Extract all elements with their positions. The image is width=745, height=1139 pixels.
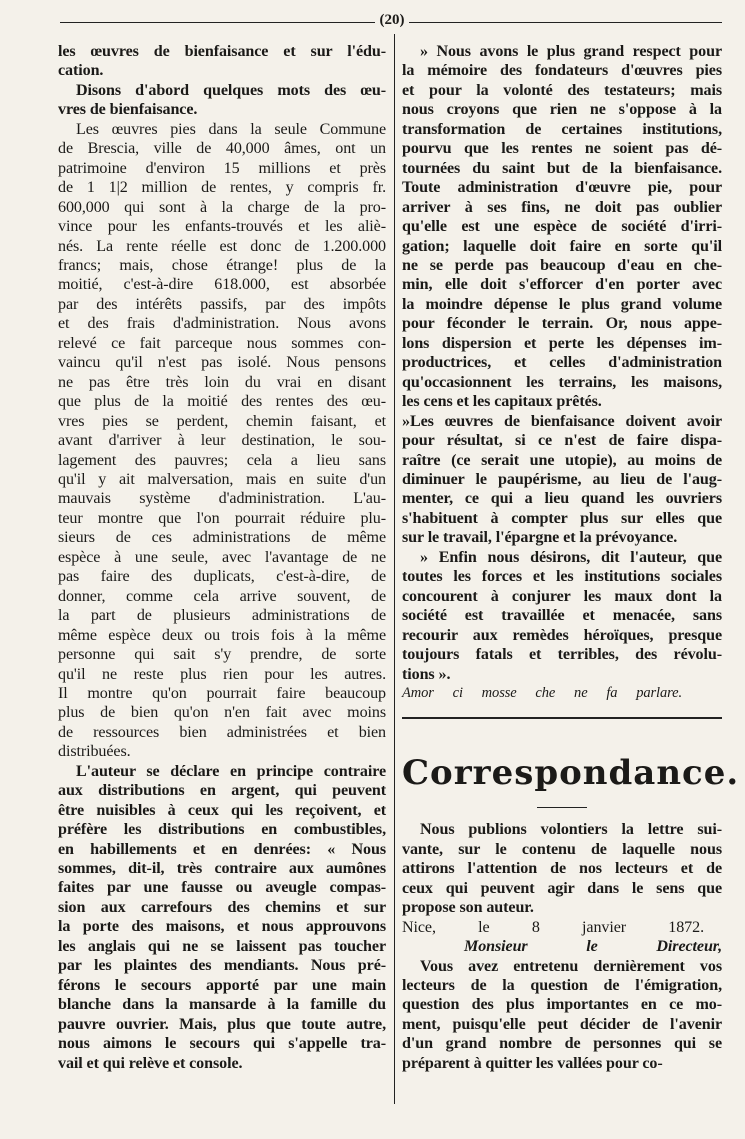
paragraph-letter-body	[402, 957, 722, 1074]
quote-signature: Amor ci mosse che ne fa parlare.	[402, 684, 682, 701]
text-line: et pour la volonté des testateurs; mais	[402, 81, 722, 99]
text-line: concourent à conjurer les maux dont la	[402, 587, 722, 605]
text-line: les œuvres de bienfaisance et sur l'édu-	[58, 43, 386, 60]
text-line: » Nous avons le plus grand respect pour	[420, 43, 722, 60]
text-line: nés. La rente réelle est donc de 1.200.000	[58, 237, 386, 255]
text-line: attirons l'attention de nos lecteurs et de	[402, 860, 722, 878]
text-line: donner, comme cela arrive souvent, de	[58, 587, 386, 605]
text-line: »Les œuvres de bienfaisance doivent avoir	[402, 412, 722, 430]
text-line: pauvre ouvrier. Mais, plus que toute autre,	[58, 1015, 386, 1033]
header-rule-left	[60, 22, 375, 23]
text-line: sommes, dit-il, très contraire aux aumônes	[58, 860, 386, 878]
text-line: en habillements et en denrées: « Nous	[58, 840, 386, 858]
text-line: de 1 1|2 million de rentes, y compris fr.	[58, 179, 386, 197]
paragraph-editor-intro	[402, 820, 722, 917]
page-number: (20)	[379, 12, 405, 28]
text-line: sieurs de ces administrations de même	[58, 529, 386, 547]
text-line: même espèce deux ou trois fois à la même	[58, 626, 386, 644]
text-line: Toute administration d'œuvre pie, pour	[402, 179, 722, 197]
text-line: sur le travail, l'épargne et la prévoyance.	[402, 529, 678, 547]
text-line: vail et qui relève et console.	[58, 1054, 243, 1072]
text-line: par les plaintes des mendiants. Nous pré-	[58, 957, 386, 975]
text-line: société est travaillée et menacée, sans	[402, 607, 722, 625]
letter-dateline: Nice, le 8 janvier 1872.	[402, 918, 704, 936]
text-line: relevé ce fait parceque nous sommes con-	[58, 334, 386, 352]
text-line: toujours fatals et terribles, des révolu-	[402, 646, 722, 664]
text-line: recourir aux remèdes héroïques, presque	[402, 626, 722, 644]
text-line: par des intérêts passifs, par des impôts	[58, 295, 386, 313]
text-line: personne qui sait s'y prendre, de sorte	[58, 646, 386, 664]
paragraph-bienfaisance-heading	[58, 81, 386, 120]
title-underline	[537, 807, 587, 808]
text-line: teur montre que l'on pourrait réduire plu-	[58, 509, 386, 527]
text-line: qu'occasionnent les terrains, les maisons,	[402, 373, 722, 391]
text-line: les cens et les capitaux prêtés.	[402, 393, 602, 411]
page-header	[60, 12, 722, 32]
text-line: Nous publions volontiers la lettre sui-	[420, 821, 722, 839]
text-line: raître (ce serait une utopie), au moins de	[402, 451, 722, 469]
text-line: nous croyons que rien ne s'oppose à la	[402, 101, 722, 119]
text-line: être nuisibles à ceux qui les reçoivent, et	[58, 801, 386, 819]
text-line: ment, puisqu'elle peut décider de l'avenir	[402, 1015, 722, 1033]
paragraph-intro-end	[58, 42, 386, 81]
text-line: question des plus importantes en ce mo-	[402, 996, 722, 1014]
text-line: avant d'arriver à leur destination, le sou-	[58, 432, 386, 450]
text-line: Les œuvres pies dans la seule Commune	[76, 120, 386, 138]
text-line: menter, ce qui a lieu quand les ouvriers	[402, 490, 722, 508]
text-line: de ressources bien administrées et bien	[58, 723, 386, 741]
text-line: vres de bienfaisance.	[58, 101, 198, 119]
text-line: pourvu que les rentes ne soient pas dé-	[402, 140, 722, 158]
text-line: diminuer le paupérisme, au lieu de l'aug-	[402, 470, 722, 488]
text-line: Vous avez entretenu dernièrement vos	[420, 957, 722, 975]
text-line: espèce à une seule, avec l'avantage de ne	[58, 548, 386, 566]
text-line: propose son auteur.	[402, 899, 534, 917]
text-line: » Enfin nous désirons, dit l'auteur, que	[420, 548, 722, 566]
text-line: lagement des pauvres; cela a lieu sans	[58, 451, 386, 469]
left-column	[58, 42, 386, 1073]
text-line: qu'elle est une espèce de société d'irri-	[402, 218, 722, 236]
text-line: nous aimons le secours qui s'appelle tra-	[58, 1035, 386, 1053]
text-line: qu'il ne reste plus rien pour les autres.	[58, 665, 386, 683]
text-line: Disons d'abord quelques mots des œu-	[76, 81, 386, 99]
text-line: distribuées.	[58, 743, 131, 761]
text-line: francs; mais, chose étrange! plus de la	[58, 256, 386, 274]
text-line: que plus de la moitié des rentes des œu-	[58, 393, 386, 411]
text-line: toutes les forces et les institutions sociales	[402, 568, 722, 586]
paragraph-distributions	[58, 762, 386, 1073]
text-line: de Brescia, ville de 40,000 âmes, ont un	[58, 140, 386, 158]
quote-oeuvres	[402, 412, 722, 548]
text-line: pas faire des duplicats, c'est-à-dire, de	[58, 568, 386, 586]
text-line: cation.	[58, 62, 104, 80]
text-line: préfère les distributions en combustibles,	[58, 821, 386, 839]
text-line: plus de bien qu'on n'en fait avec moins	[58, 704, 386, 722]
text-line: d'un grand nombre de personnes qui se	[402, 1035, 722, 1053]
text-line: pour féconder le terrain. Or, nous appe-	[402, 315, 722, 333]
text-line: Il montre qu'on pourrait faire beaucoup	[58, 684, 386, 702]
letter-salutation: Monsieur le Directeur,	[464, 938, 722, 956]
text-line: préparent à quitter les vallées pour co-	[402, 1054, 663, 1072]
quote-enfin	[402, 548, 722, 684]
column-divider	[394, 34, 395, 1104]
text-line: min, elle doit s'efforcer d'en porter avec	[402, 276, 722, 294]
header-rule-right	[409, 22, 722, 23]
text-line: ne se perde pas beaucoup d'eau en che-	[402, 256, 722, 274]
quote-respect	[402, 42, 722, 412]
text-line: qu'il y ait malversation, mais en suite d'un	[58, 470, 386, 488]
text-line: vres pies se perdent, chemin faisant, et	[58, 412, 386, 430]
text-line: s'habituent à compter plus sur elles que	[402, 509, 722, 527]
text-line: faites par une fausse ou aveugle compas-	[58, 879, 386, 897]
text-line: férons le secours apporté par une main	[58, 976, 386, 994]
text-line: aux distributions en argent, qui peuvent	[58, 782, 386, 800]
text-line: L'auteur se déclare en principe contraire	[76, 762, 386, 780]
text-line: lecteurs de la question de l'émigration,	[402, 977, 722, 995]
paragraph-brescia	[58, 120, 386, 762]
text-line: tions ».	[402, 665, 451, 683]
text-line: mauvais système d'administration. L'au-	[58, 490, 386, 508]
text-line: 600,000 qui sont à la charge de la pro-	[58, 198, 386, 216]
text-line: ceux qui peuvent agir dans le sens que	[402, 879, 722, 897]
text-line: vaincu qu'il n'est pas isolé. Nous pensons	[58, 354, 386, 372]
text-line: la moindre dépense le plus grand volume	[402, 295, 722, 313]
text-line: pour résultat, si ce n'est de faire dispa-	[402, 432, 722, 450]
text-line: les anglais qui ne se laissent pas toucher	[58, 937, 386, 955]
text-line: la porte des maisons, et nous approuvons	[58, 918, 386, 936]
text-line: transformation de certaines institutions,	[402, 120, 722, 138]
text-line: sion aux carrefours des chemins et sur	[58, 898, 386, 916]
text-line: tournées du saint but de la bienfaisance.	[402, 159, 722, 177]
text-line: patrimoine d'environ 15 millions et près	[58, 159, 386, 177]
text-line: blanche dans la mansarde à la famille du	[58, 996, 386, 1014]
text-line: productrices, et celles d'administration	[402, 354, 722, 372]
text-line: arriver à ses fins, ne doit pas oublier	[402, 198, 722, 216]
text-line: moitié, c'est-à-dire 618.000, est absorbée	[58, 276, 386, 294]
text-line: vince pour les enfants-trouvés et les aliè-	[58, 218, 386, 236]
text-line: vante, sur le contenu de laquelle nous	[402, 840, 722, 858]
text-line: la part de plusieurs administrations de	[58, 607, 386, 625]
right-column	[402, 42, 740, 1073]
text-line: ne pas être très loin du vrai en disant	[58, 373, 386, 391]
text-line: lons dispersion et perte les dépenses im-	[402, 334, 722, 352]
text-line: et des frais d'administration. Nous avons	[58, 315, 386, 333]
section-title: Correspondance.	[402, 753, 740, 794]
section-separator	[402, 717, 722, 719]
text-line: la mémoire des fondateurs d'œuvres pies	[402, 62, 722, 80]
text-line: gation; laquelle doit faire en sorte qu'il	[402, 237, 722, 255]
